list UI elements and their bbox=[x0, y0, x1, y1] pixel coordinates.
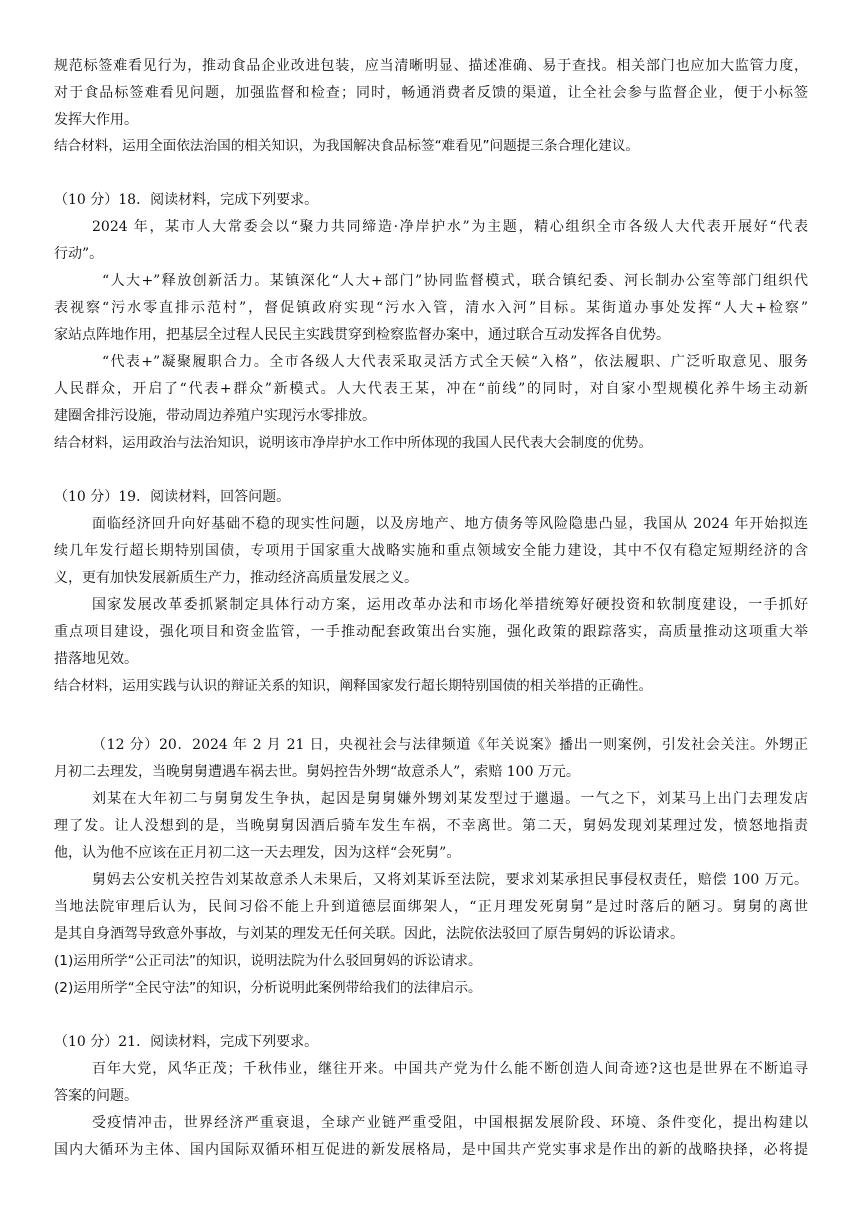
intro-line-1: 规范标签难看见行为，推动食品企业改进包装，应当清晰明显、描述准确、易于查找。相关部门也应加大监管力度， bbox=[54, 58, 808, 74]
q20-p1-line-3: 他，认为他不应该在正月初二这一天去理发，因为这样“会死舅”。 bbox=[54, 845, 461, 861]
q21-p1-line-2: 答案的问题。 bbox=[54, 1088, 138, 1104]
q21-p2-line-1: 受疫情冲击，世界经济严重衰退，全球产业链严重受阻，中国根据发展阶段、环境、条件变化，提出构建以 bbox=[92, 1115, 808, 1131]
q18-p2-line-3: 家站点阵地作用，把基层全过程人民民主实践贯穿到检察监督办案中，通过联合互动发挥各自优势。 bbox=[54, 327, 670, 343]
q19-p2-line-1: 国家发展改革委抓紧制定具体行动方案，运用改革办法和市场化举措统筹好硬投资和软制度建设，一手抓好 bbox=[92, 597, 808, 613]
q18-header: （10 分）18．阅读材料，完成下列要求。 bbox=[54, 192, 319, 208]
q18-p3-line-2: 人民群众，开启了“代表+群众”新模式。人大代表王某，冲在“前线”的同时，对自家小型规模化养牛场主动新 bbox=[54, 381, 808, 397]
q19-p1-line-3: 义，更有加快发展新质生产力，推动经济高质量发展之义。 bbox=[54, 570, 418, 586]
q18-p3-line-1: “代表+”凝聚履职合力。全市各级人大代表采取灵活方式全天候“入格”，依法履职、广泛听取意见、服务 bbox=[102, 354, 808, 370]
q19-p1-line-1: 面临经济回升向好基础不稳的现实性问题，以及房地产、地方债务等风险隐患凸显，我国从 2024 年开始拟连 bbox=[92, 516, 808, 532]
q20-sub-question-2: (2)运用所学“全民守法”的知识，分析说明此案例带给我们的法律启示。 bbox=[54, 980, 482, 996]
q20-header-line-1: （12 分）20．2024 年 2 月 21 日，央视社会与法律频道《年关说案》播出一则案例，引发社会关注。外甥正 bbox=[92, 737, 808, 753]
intro-line-2: 对于食品标签难看见问题，加强监督和检查；同时，畅通消费者反馈的渠道，让全社会参与监督企业，便于小标签 bbox=[54, 85, 808, 101]
q21-header: （10 分）21．阅读材料，完成下列要求。 bbox=[54, 1034, 319, 1050]
q19-header: （10 分）19．阅读材料，回答问题。 bbox=[54, 489, 291, 505]
q20-p1-line-2: 理了发。让人没想到的是，当晚舅舅因酒后骑车发生车祸，不幸离世。第二天，舅妈发现刘某理过发，愤怒地指责 bbox=[54, 818, 808, 834]
q18-task: 结合材料，运用政治与法治知识，说明该市净岸护水工作中所体现的我国人民代表大会制度的优势。 bbox=[54, 435, 653, 451]
q19-p1-line-2: 续几年发行超长期特别国债，专项用于国家重大战略实施和重点领域安全能力建设，其中不仅有稳定短期经济的含 bbox=[54, 543, 808, 559]
intro-line-3: 发挥大作用。 bbox=[54, 112, 138, 128]
q18-p2-line-1: “人大+”释放创新活力。某镇深化“人大+部门”协同监督模式，联合镇纪委、河长制办公室等部门组织代 bbox=[102, 273, 808, 289]
q20-p1-line-1: 刘某在大年初二与舅舅发生争执，起因是舅舅嫌外甥刘某发型过于邋遢。一气之下，刘某马上出门去理发店 bbox=[92, 791, 808, 807]
q18-p1-line-2: 行动”。 bbox=[54, 246, 104, 262]
q19-task: 结合材料，运用实践与认识的辩证关系的知识，阐释国家发行超长期特别国债的相关举措的正确性。 bbox=[54, 678, 653, 694]
q19-p2-line-3: 措落地见效。 bbox=[54, 651, 138, 667]
q18-p2-line-2: 表视察“污水零直排示范村”，督促镇政府实现“污水入管，清水入河”目标。某街道办事处发挥“人大+检察” bbox=[54, 300, 808, 316]
q21-p1-line-1: 百年大党，风华正茂；千秋伟业，继往开来。中国共产党为什么能不断创造人间奇迹?这也是世界在不断追寻 bbox=[92, 1061, 808, 1077]
q20-p2-line-2: 当地法院审理后认为，民间习俗不能上升到道德层面绑架人，“正月理发死舅舅”是过时落后的陋习。舅舅的离世 bbox=[54, 899, 808, 915]
q19-p2-line-2: 重点项目建设，强化项目和资金监管，一手推动配套政策出台实施，强化政策的跟踪落实，高质量推动这项重大举 bbox=[54, 624, 808, 640]
q20-p2-line-3: 是其自身酒驾导致意外事故，与刘某的理发无任何关联。因此，法院依法驳回了原告舅妈的诉讼请求。 bbox=[54, 926, 684, 942]
q20-header-line-2: 月初二去理发，当晚舅舅遭遇车祸去世。舅妈控告外甥“故意杀人”，索赔 100 万元。 bbox=[54, 764, 580, 780]
q20-sub-question-1: (1)运用所学“公正司法”的知识，说明法院为什么驳回舅妈的诉讼请求。 bbox=[54, 953, 482, 969]
q18-p1-line-1: 2024 年，某市人大常委会以“聚力共同缔造·净岸护水”为主题，精心组织全市各级人大代表开展好“代表 bbox=[92, 219, 808, 235]
q21-p2-line-2: 国内大循环为主体、国内国际双循环相互促进的新发展格局，是中国共产党实事求是作出的新的战略抉择，必将提 bbox=[54, 1142, 808, 1158]
q20-p2-line-1: 舅妈去公安机关控告刘某故意杀人未果后，又将刘某诉至法院，要求刘某承担民事侵权责任，赔偿 100 万元。 bbox=[92, 872, 808, 888]
q18-p3-line-3: 建圈舍排污设施，带动周边养殖户实现污水零排放。 bbox=[54, 408, 376, 424]
q17-task: 结合材料，运用全面依法治国的相关知识，为我国解决食品标签“难看见”问题提三条合理化建议。 bbox=[54, 138, 640, 154]
